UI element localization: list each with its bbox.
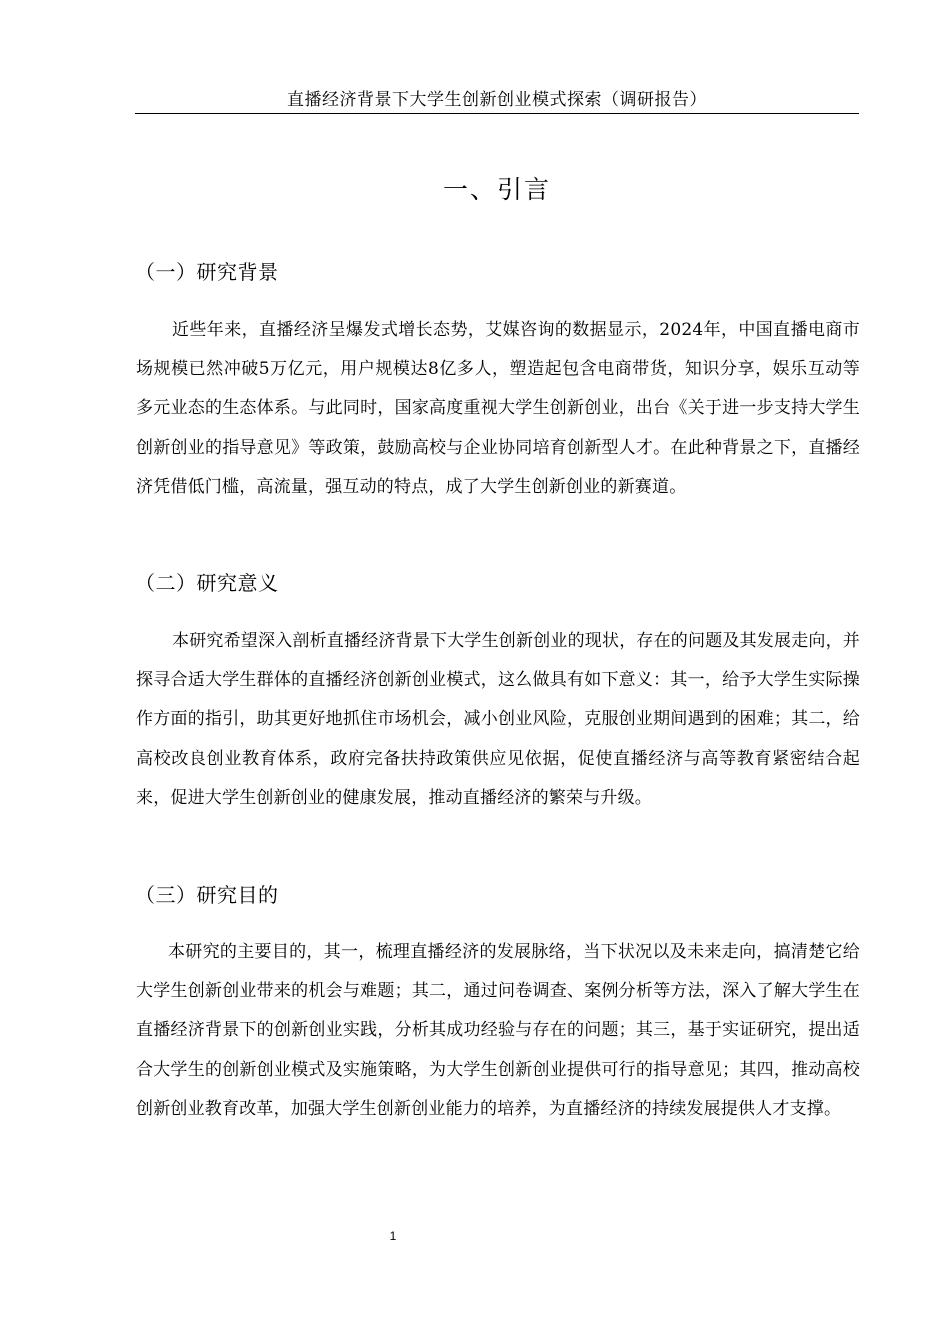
page-number: 1 [389,1229,397,1243]
section-paragraph-purpose: 本研究的主要目的，其一，梳理直播经济的发展脉络，当下状况以及未来走向，搞清楚它给大学生创新创业带来的机会与难题；其二，通过问卷调查、案例分析等方法，深入了解大学生在直播经济背景下的创新创业实践，分析其成功经验与存在的问题；其三，基于实证研究，提出适合大学生的创新创业模式及实施策略，为大学生创新创业提供可行的指导意见；其四，推动高校创新创业教育改革，加强大学生创新创业能力的培养，为直播经济的持续发展提供人才支撑。 [136,942,860,1119]
running-header: 直播经济背景下大学生创新创业模式探索（调研报告） [287,90,707,110]
section-paragraph-background: 近些年来，直播经济呈爆发式增长态势，艾媒咨询的数据显示，2024年，中国直播电商市场规模已然冲破5万亿元，用户规模达8亿多人，塑造起包含电商带货，知识分享，娱乐互动等多元业态的生态体系。与此同时，国家高度重视大学生创新创业，出台《关于进一步支持大学生创新创业的指导意见》等政策，鼓励高校与企业协同培育创新型人才。在此种背景之下，直播经济凭借低门槛，高流量，强互动的特点，成了大学生创新创业的新赛道。 [136,320,860,497]
section-heading-significance: （二）研究意义 [135,571,279,595]
section-heading-background: （一）研究背景 [135,260,279,284]
header-rule [135,113,859,114]
chapter-title: 一、引言 [442,175,551,204]
section-paragraph-significance: 本研究希望深入剖析直播经济背景下大学生创新创业的现状，存在的问题及其发展走向，并探寻合适大学生群体的直播经济创新创业模式，这么做具有如下意义：其一，给予大学生实际操作方面的指引，助其更好地抓住市场机会，减小创业风险，克服创业期间遇到的困难；其二，给高校改良创业教育体系，政府完备扶持政策供应见依据，促使直播经济与高等教育紧密结合起来，促进大学生创新创业的健康发展，推动直播经济的繁荣与升级。 [136,631,860,808]
section-heading-purpose: （三）研究目的 [135,883,279,907]
